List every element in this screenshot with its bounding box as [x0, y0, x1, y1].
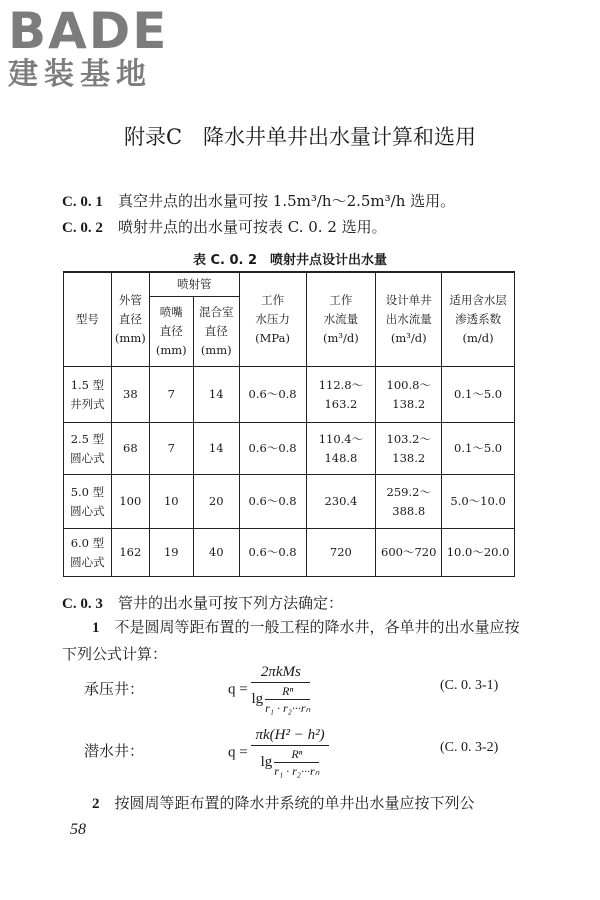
formula-number-1: (C. 0. 3-1): [440, 678, 499, 693]
header-jet-pipe: 喷射管: [149, 272, 239, 297]
logo-brand: BADE: [8, 2, 169, 60]
clause-c03: [62, 592, 343, 613]
header-work-pressure: 工作 水压力 (MPa): [239, 272, 306, 367]
header-permeability: 适用含水层 渗透系数 (m/d): [442, 272, 515, 367]
clause-c02: [62, 216, 387, 237]
jet-well-table: [63, 271, 515, 577]
header-outer-pipe: 外管 直径 (mm): [111, 272, 149, 367]
page-number: 58: [70, 821, 86, 838]
page-title: 附录C 降水井单井出水量计算和选用: [123, 125, 477, 149]
header-work-flow: 工作 水流量 (m³/d): [306, 272, 376, 367]
table-row: 1.5 型 井列式 38 7 14 0.6～0.8 112.8～ 163.2 100.8～ 138.2 0.1～5.0: [64, 367, 515, 423]
formula-unconfined: q = πk(H² − h²) lg $\frac{\text{Rⁿ}}{\text{r₁ · r₂···rₙ}}$: [228, 727, 329, 779]
clause-text: 管井的出水量可按下列方法确定：: [118, 594, 344, 612]
item-number: 2: [92, 796, 100, 812]
clause-c01: [62, 190, 455, 211]
table-row: 2.5 型 圆心式 68 7 14 0.6～0.8 110.4～ 148.8 103.2～ 138.2 0.1～5.0: [64, 423, 515, 475]
clause-number: C. 0. 3: [62, 596, 103, 612]
header-nozzle: 喷嘴 直径 (mm): [149, 297, 193, 367]
table-row: 5.0 型 圆心式 100 10 20 0.6～0.8 230.4 259.2～ 388.8 5.0～10.0: [64, 475, 515, 529]
formula-label-confined: 承压井：: [84, 680, 145, 698]
clause-number: C. 0. 2: [62, 220, 103, 236]
header-mixing-chamber: 混合室 直径 (mm): [193, 297, 239, 367]
publisher-logo: [8, 4, 178, 92]
clause-text: 喷射井点的出水量可按表 C. 0. 2 选用。: [118, 218, 387, 236]
header-design-flow: 设计单井 出水流量 (m³/d): [376, 272, 442, 367]
header-model: 型号: [64, 272, 112, 367]
formula-label-unconfined: 潜水井：: [84, 742, 145, 760]
item-text: 按圆周等距布置的降水井系统的单井出水量应按下列公: [114, 794, 475, 812]
item-text: 不是圆周等距布置的一般工程的降水井，各单井的出水量应按下列公式计算：: [62, 618, 520, 663]
logo-chinese: 建装基地: [8, 57, 152, 92]
table-row: 6.0 型 圆心式 162 19 40 0.6～0.8 720 600～720 10.0～20.0: [64, 529, 515, 577]
formula-number-2: (C. 0. 3-2): [440, 740, 499, 755]
item-number: 1: [92, 620, 100, 636]
item-1-paragraph: [62, 614, 522, 667]
clause-text: 真空井点的出水量可按 1.5m³/h～2.5m³/h 选用。: [118, 192, 456, 210]
clause-number: C. 0. 1: [62, 194, 103, 210]
table-caption: 表 C. 0. 2 喷射井点设计出水量: [192, 253, 388, 268]
formula-confined: q = 2πkMs lg $\frac{\text{Rⁿ}}{\text{r₁ · r₂···rₙ}}$: [228, 664, 311, 715]
item-2-paragraph: [62, 790, 522, 817]
